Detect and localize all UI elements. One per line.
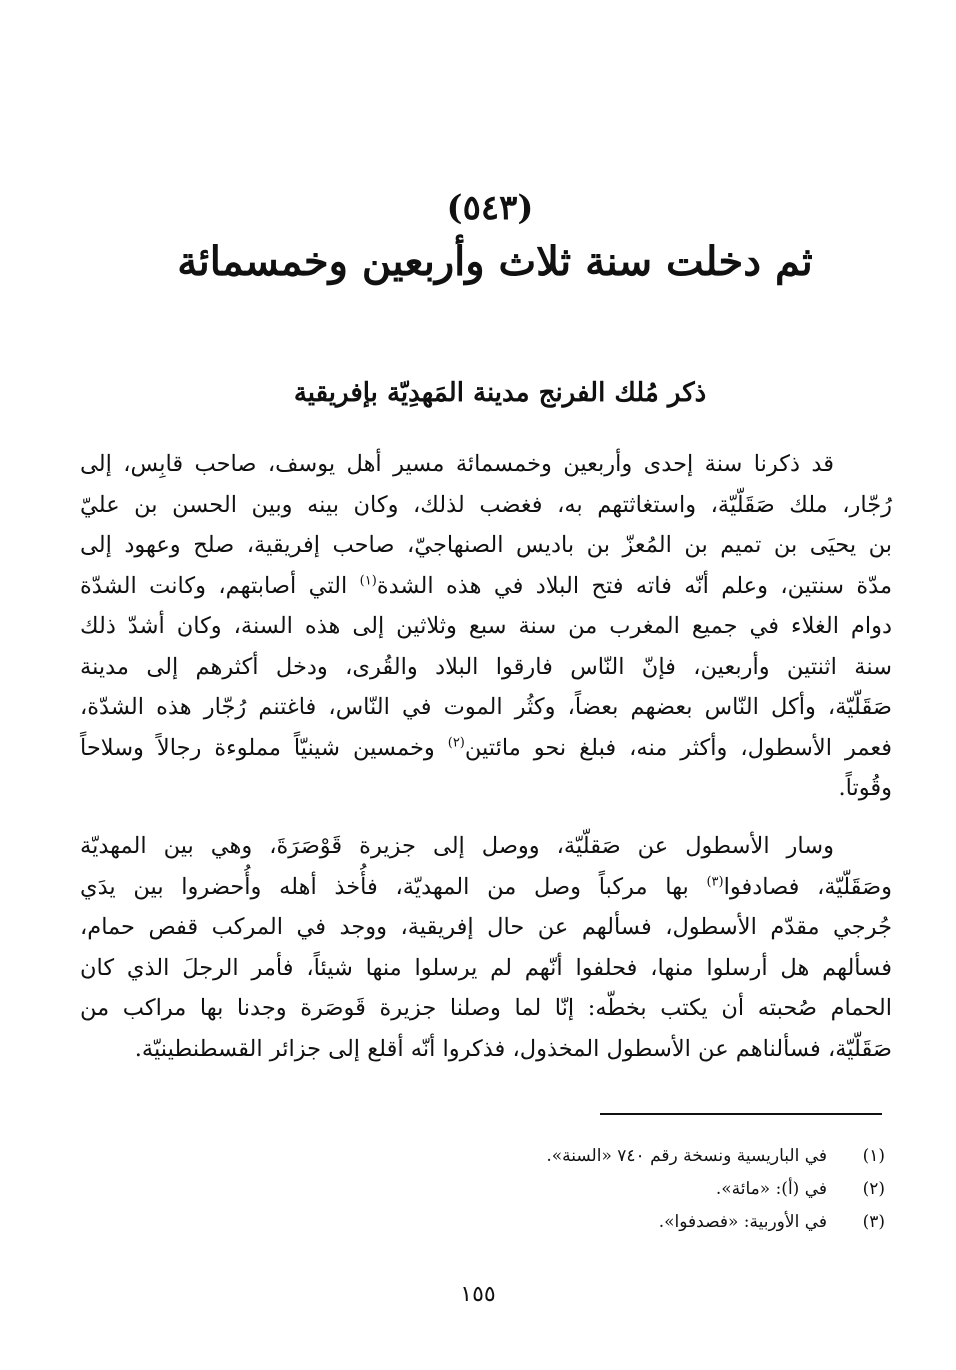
- footnote-3: [300, 1206, 885, 1239]
- text-segment: وخمسين شينيّاً مملوءة رجالاً وسلاحاً: [80, 734, 448, 761]
- text-segment: التي أصابتهم، وكانت الشدّة: [80, 572, 360, 599]
- text-line: صَقَلّيّة، فسألناهم عن الأسطول المخذول، فذكروا أنّه أقلع إلى جزائر القسطنطينيّة.: [134, 1035, 892, 1062]
- text-segment: مدّة سنتين، وعلم أنّه فاته فتح البلاد في هذه الشدة: [376, 572, 892, 599]
- footnote-number: (١): [862, 1146, 885, 1166]
- year-number: (٥٤٣): [446, 188, 534, 228]
- page-number: ١٥٥: [460, 1282, 496, 1307]
- text-line: فسألهم هل أرسلوا منها، فحلفوا أنّهم لم يرسلوا منها شيئاً، فأمر الرجلَ الذي كان: [80, 954, 892, 981]
- text-line: بن يحيَى بن تميم بن المُعزّ بن باديس الصنهاجيّ، صاحب إفريقية، صلح وعهود إلى: [80, 532, 892, 558]
- text-segment: فعمر الأسطول، وأكثر منه، فبلغ نحو مائتين: [464, 734, 892, 761]
- footnotes: [300, 1140, 885, 1239]
- text-segment: وصَقَلّيّة، فصادفوا: [723, 873, 892, 900]
- text-line: صَقَلّيّة، وأكل النّاس بعضهم بعضاً، وكثُر الموت في النّاس، فاغتنم رُجّار هذه الشدّة،: [80, 694, 892, 720]
- text-line: الحمام صُحبته أن يكتب بخطّه: إنّا لما وصلنا جزيرة قَوصَرة وجدنا بها مراكب من: [80, 995, 892, 1021]
- text-line: [80, 566, 892, 607]
- paragraph-2: [80, 826, 892, 1069]
- text-line: جُرجي مقدّم الأسطول، فسألهم عن حال إفريقية، ووجد في المركب قفص حمام،: [80, 914, 892, 940]
- footnote-divider: [600, 1113, 882, 1115]
- footnote-text: في الأوربية: «فصدفوا».: [658, 1212, 827, 1232]
- text-line: رُجّار، ملك صَقَلّيّة، واستغاثتهم به، فغضب لذلك، وكان بينه وبين الحسن بن عليّ: [80, 491, 892, 518]
- footnote-ref-1: (١): [359, 573, 377, 588]
- page-title: ثم دخلت سنة ثلاث وأربعين وخمسمائة: [177, 238, 813, 285]
- footnote-number: (٢): [862, 1179, 885, 1199]
- footnote-ref-3: (٣): [706, 874, 724, 889]
- footnote-text: في (أ): «مائة».: [715, 1179, 827, 1199]
- text-line: [80, 728, 892, 769]
- paragraph-1: [80, 444, 892, 809]
- text-line: وسار الأسطول عن صَقلّيّة، ووصل إلى جزيرة قَوْصَرَةَ، وهي بين المهديّة: [80, 833, 834, 859]
- text-line: [80, 867, 892, 908]
- text-line: سنة اثنتين وأربعين، فإنّ النّاس فارقوا البلاد والقُرى، ودخل أكثرهم إلى مدينة: [80, 653, 892, 680]
- text-segment: بها مركباً وصل من المهديّة، فأُخذ أهله وأُحضروا بين يدَي: [80, 873, 707, 900]
- section-heading: ذكر مُلك الفرنج مدينة المَهدِيّة بإفريقية: [293, 378, 707, 408]
- footnote-number: (٣): [862, 1212, 885, 1232]
- text-line: دوام الغلاء في جميع المغرب من سنة سبع وثلاثين إلى هذه السنة، وكان أشدّ ذلك: [80, 613, 892, 639]
- footnote-text: في الباريسية ونسخة رقم ٧٤٠ «السنة».: [546, 1146, 827, 1166]
- text-line: قد ذكرنا سنة إحدى وأربعين وخمسمائة مسير أهل يوسف، صاحب قابِس، إلى: [80, 451, 834, 477]
- footnote-1: [300, 1140, 885, 1173]
- footnote-2: [300, 1173, 885, 1206]
- text-line: وقُوتاً.: [838, 775, 892, 801]
- footnote-ref-2: (٢): [447, 735, 465, 750]
